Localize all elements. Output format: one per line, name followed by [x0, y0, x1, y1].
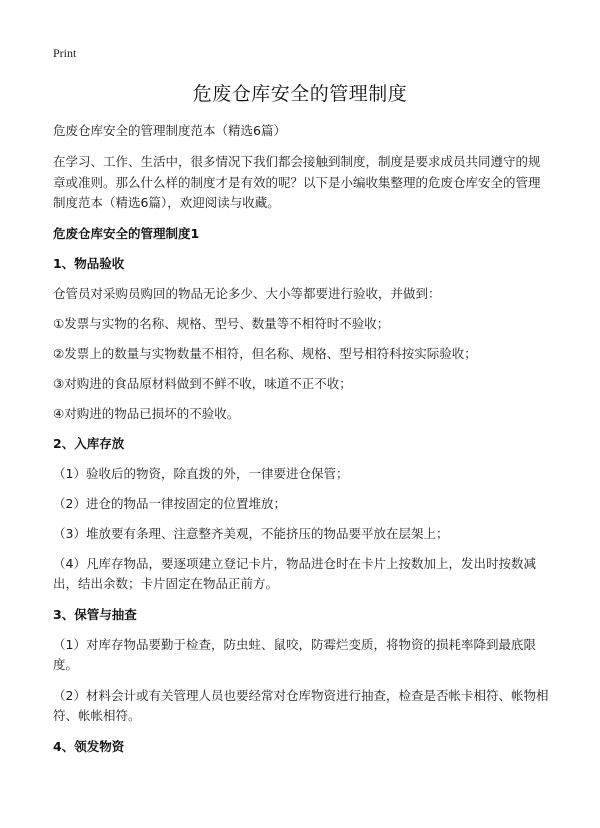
page-title: 危废仓库安全的管理制度 [192, 83, 408, 105]
intro-paragraph: 在学习、工作、生活中，很多情况下我们都会接触到制度，制度是要求成员共同遵守的规章或准则。那么什么样的制度才是有效的呢？以下是小编收集整理的危废仓库安全的管理制度范本（精选6篇），欢迎阅读与收藏。 [53, 154, 541, 210]
document-subtitle: 危废仓库安全的管理制度范本（精选6篇） [53, 123, 286, 138]
list-item: ③对购进的食品原材料做到不鲜不收，味道不正不收； [53, 375, 352, 391]
heading-goods-acceptance: 1、物品验收 [53, 255, 125, 271]
list-item: ①发票与实物的名称、规格、型号、数量等不相符时不验收； [53, 315, 390, 331]
heading-storage: 2、入库存放 [53, 435, 125, 451]
list-item: （2）材料会计或有关管理人员也要经常对仓库物资进行抽查，检查是否帐卡相符、帐物相符、帐帐相符。 [53, 687, 549, 723]
list-item: ④对购进的物品已损坏的不验收。 [53, 405, 240, 421]
list-item: （3）堆放要有条理、注意整齐美观，不能挤压的物品要平放在层架上； [53, 525, 449, 541]
list-item: ②发票上的数量与实物数量不相符，但名称、规格、型号相符科按实际验收； [53, 345, 477, 361]
heading-custody-inspection: 3、保管与抽查 [53, 606, 137, 622]
list-item: （4）凡库存物品，要逐项建立登记卡片，物品进仓时在卡片上按数加上，发出时按数减出，结出余数；卡片固定在物品正前方。 [53, 555, 536, 591]
list-item: （2）进仓的物品一律按固定的位置堆放； [53, 495, 286, 511]
paragraph: 仓管员对采购员购回的物品无论多少、大小等都要进行验收，并做到： [53, 285, 441, 301]
heading-issuing-materials: 4、领发物资 [53, 738, 125, 754]
section-title: 危废仓库安全的管理制度1 [53, 225, 200, 241]
list-item: （1）对库存物品要勤于检查，防虫蛀、鼠咬，防霉烂变质，将物资的损耗率降到最底限度。 [53, 636, 536, 672]
print-link[interactable]: Print [53, 46, 77, 60]
document-body [53, 121, 549, 767]
list-item: （1）验收后的物资，除直拨的外，一律要进仓保管； [53, 465, 349, 481]
